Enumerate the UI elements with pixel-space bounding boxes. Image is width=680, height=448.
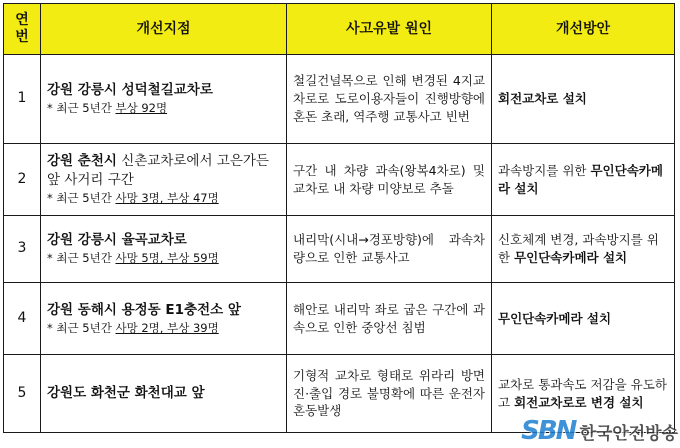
accident-stats: * 최근 5년간 사망 5명, 부상 59명 [47,251,219,266]
improvement-cell: 무인단속카메라 설치 [492,283,675,355]
improvement-cell: 신호체계 변경, 과속방지를 위한 무인단속카메라 설치 [492,216,675,283]
location-name: 강원 춘천시 신촌교차로에서 고은가든 앞 사거리 구간 [47,153,269,189]
location-cell [41,216,287,283]
location-name: 강원 강릉시 율곡교차로 [47,232,187,249]
location-cell [41,355,287,433]
accident-stats: * 최근 5년간 사망 3명, 부상 47명 [47,191,219,206]
location-cell [41,144,287,216]
cause-cell: 구간 내 차량 과속(왕복4차로) 및 교차로 내 차량 미양보로 추돌 [287,144,492,216]
improvement-table [3,3,675,433]
row-number: 2 [4,144,41,216]
header-improvement: 개선방안 [492,4,675,55]
cause-cell: 기형적 교차로 형태로 위라리 방면 진·출입 경로 불명확에 따른 운전자 혼동발생 [287,355,492,433]
watermark-text: 한국안전방송 [579,423,678,444]
row-number: 3 [4,216,41,283]
row-number: 5 [4,355,41,433]
row-number: 1 [4,55,41,144]
cause-cell: 해안로 내리막 좌로 굽은 구간에 과속으로 인한 중앙선 침범 [287,283,492,355]
table-row [4,144,675,216]
improvement-cell: 교차로 통과속도 저감을 유도하고 회전교차로로 변경 설치 [492,355,675,433]
sbn-logo: SBN [521,416,576,446]
location-name: 강원도 화천군 화천대교 앞 [47,384,205,401]
accident-stats: * 최근 5년간 사망 2명, 부상 39명 [47,320,219,335]
location-name: 강원 강릉시 성덕철길교차로 [47,82,213,99]
cause-cell: 철길건널목으로 인해 변경된 4지교차로로 도로이용자들이 진행방향에 혼돈 초래, 역주행 교통사고 빈번 [287,55,492,144]
table-header-row [4,4,675,55]
location-cell [41,55,287,144]
row-number: 4 [4,283,41,355]
header-location: 개선지점 [41,4,287,55]
table-row [4,216,675,283]
location-cell [41,283,287,355]
cause-cell: 내리막(시내→경포방향)에 과속차량으로 인한 교통사고 [287,216,492,283]
accident-stats: * 최근 5년간 부상 92명 [47,101,168,116]
table-row [4,55,675,144]
header-no: 연번 [4,4,41,55]
location-name: 강원 동해시 용정동 E1충전소 앞 [47,301,241,318]
improvement-cell: 과속방지를 위한 무인단속카메라 설치 [492,144,675,216]
header-cause: 사고유발 원인 [287,4,492,55]
watermark [521,416,678,446]
improvement-cell: 회전교차로 설치 [492,55,675,144]
table-row [4,283,675,355]
